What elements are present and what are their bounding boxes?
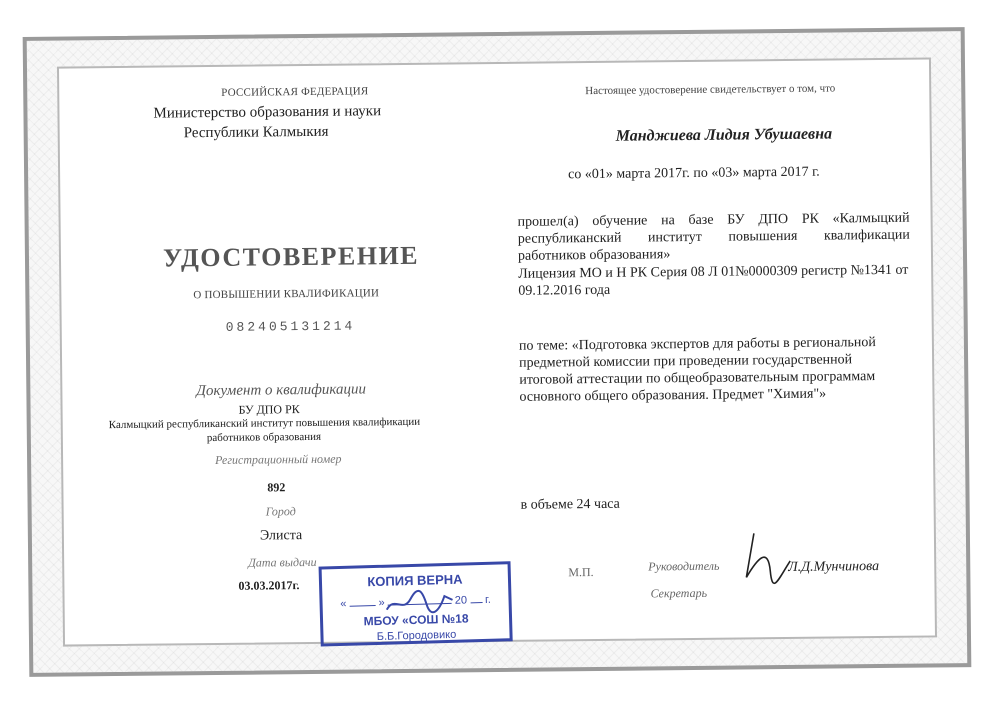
stamp-school: МБОУ «СОШ №18 (363, 611, 469, 629)
reg-number-label: Регистрационный номер (215, 451, 342, 467)
certificate-title: УДОСТОВЕРЕНИЕ (162, 240, 420, 273)
stamp-year-suffix: г. (484, 593, 492, 606)
copy-verified-stamp (319, 561, 513, 646)
certificate-number: 082405131214 (225, 318, 356, 335)
seal-placeholder: М.П. (568, 565, 594, 580)
secretary-label: Секретарь (650, 585, 708, 601)
country-label: РОССИЙСКАЯ ФЕДЕРАЦИЯ (221, 85, 369, 99)
stamp-year: 20 (454, 594, 468, 607)
certificate-subtitle: О ПОВЫШЕНИИ КВАЛИФИКАЦИИ (193, 287, 380, 302)
stamp-address: Б.Б.Городовико (376, 628, 457, 643)
training-hours: в объеме 24 часа (520, 496, 620, 513)
reg-number-value: 892 (267, 480, 286, 495)
training-period: со «01» марта 2017г. по «03» марта 2017 г. (568, 164, 820, 183)
certificate-sheet (10, 3, 987, 703)
intro-text: Настоящее удостоверение свидетельствует о том, что (585, 82, 836, 98)
head-name: Л.Д.Мунчинова (788, 559, 880, 575)
training-institution: прошел(а) обучение на базе БУ ДПО РК «Калмыцкий республиканский институт повышения квалификации работников образования» (517, 210, 910, 264)
stamp-quote-open: « (340, 597, 347, 610)
ministry-line-1: Министерство образования и науки (153, 103, 382, 122)
recipient-name: Манджиева Лидия Убушаевна (615, 125, 833, 145)
issue-date-label: Дата выдачи (248, 554, 317, 570)
training-topic: по теме: «Подготовка экспертов для работы в региональной предметной комиссии при проведении государственной итоговой аттестации по общеобразовательным программам основного общего образования. Предмет "Химия"» (518, 335, 876, 405)
issue-date-value: 03.03.2017г. (238, 578, 300, 593)
org-full-name-line-1: Калмыцкий республиканский институт повышения квалификации (108, 415, 421, 432)
document-type-label: Документ о квалификации (196, 381, 367, 400)
stamp-quote-close: » (378, 596, 385, 609)
license-info: Лицензия МО и Н РК Серия 08 Л 01№0000309 регистр №1341 от 09.12.2016 года (518, 262, 909, 299)
org-short-name: БУ ДПО РК (238, 402, 300, 417)
head-signature (734, 527, 805, 588)
city-label: Город (265, 504, 296, 519)
stamp-title: КОПИЯ ВЕРНА (367, 571, 463, 590)
stamp-signature (382, 586, 463, 618)
org-full-name-line-2: работников образования (206, 430, 322, 445)
head-label: Руководитель (648, 558, 720, 574)
ministry-line-2: Республики Калмыкия (183, 123, 329, 142)
city-value: Элиста (259, 528, 303, 544)
